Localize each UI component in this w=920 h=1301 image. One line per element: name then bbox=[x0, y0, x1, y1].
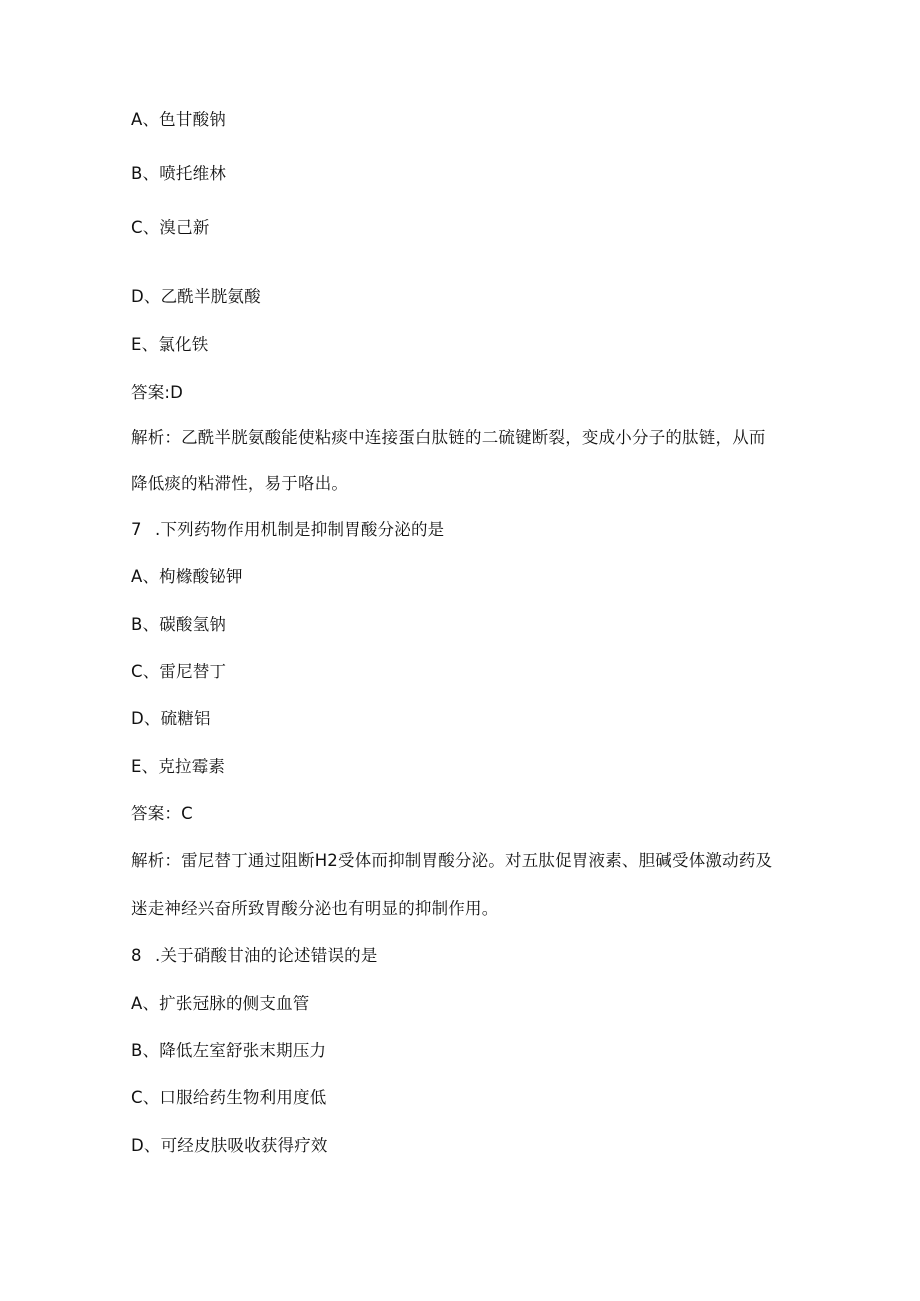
q8-option-a: A、扩张冠脉的侧支血管 bbox=[131, 994, 310, 1013]
q6-analysis-line-2: 降低痰的粘滞性，易于咯出。 bbox=[131, 474, 349, 493]
q8-stem-text: .关于硝酸甘油的论述错误的是 bbox=[155, 946, 378, 965]
q7-analysis-line-1: 解析：雷尼替丁通过阻断H2受体而抑制胃酸分泌。对五肽促胃液素、胆碱受体激动药及 bbox=[131, 851, 773, 870]
q7-option-b: B、碳酸氢钠 bbox=[131, 615, 227, 634]
q7-answer: 答案：C bbox=[131, 804, 193, 823]
q7-option-e: E、克拉霉素 bbox=[131, 757, 226, 776]
q7-option-a: A、枸橼酸铋钾 bbox=[131, 567, 243, 586]
q7-option-d: D、硫糖铝 bbox=[131, 709, 211, 728]
q6-option-e: E、氯化铁 bbox=[131, 335, 209, 354]
q8-option-c: C、口服给药生物利用度低 bbox=[131, 1088, 327, 1107]
q8-option-b: B、降低左室舒张末期压力 bbox=[131, 1041, 327, 1060]
q7-analysis-line-2: 迷走神经兴奋所致胃酸分泌也有明显的抑制作用。 bbox=[131, 899, 499, 918]
q7-stem-text: .下列药物作用机制是抑制胃酸分泌的是 bbox=[155, 520, 445, 539]
q6-option-d: D、乙酰半胱氨酸 bbox=[131, 287, 261, 306]
q8-stem bbox=[131, 945, 378, 967]
q7-option-c: C、雷尼替丁 bbox=[131, 662, 227, 681]
q7-stem bbox=[131, 519, 444, 541]
q7-number: 7 bbox=[131, 520, 142, 539]
q6-option-c: C、溴己新 bbox=[131, 218, 210, 237]
q6-option-a: A、色甘酸钠 bbox=[131, 110, 226, 129]
q6-answer: 答案:D bbox=[131, 383, 184, 402]
q6-option-b: B、喷托维林 bbox=[131, 164, 227, 183]
q8-number: 8 bbox=[131, 946, 142, 965]
q8-option-d: D、可经皮肤吸收获得疗效 bbox=[131, 1136, 328, 1155]
q6-analysis-line-1: 解析：乙酰半胱氨酸能使粘痰中连接蛋白肽链的二硫键断裂，变成小分子的肽链，从而 bbox=[131, 428, 766, 447]
